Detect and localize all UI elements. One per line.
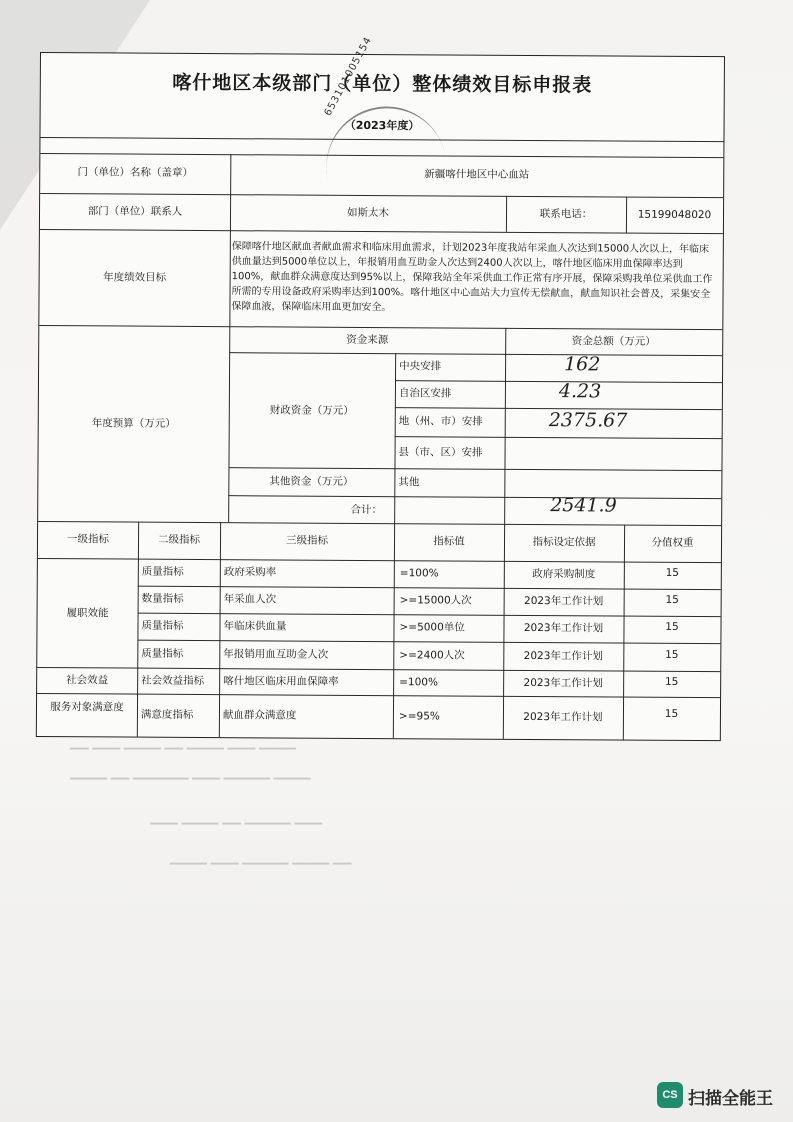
grid-line [219,522,221,737]
row6-level2: 满意度指标 [140,708,194,721]
row3-basis: 2023年工作计划 [523,621,604,635]
level1-satisfaction: 服务对象满意度 [50,701,124,714]
row4-value: >=2400人次 [399,649,465,662]
total-label: 合计： [350,503,382,517]
contact-value: 如斯太木 [346,206,390,220]
row6-value: >=95% [398,710,440,723]
header-level3: 三级指标 [285,534,329,547]
header-value: 指标值 [433,535,465,548]
budget-label: 年度预算（万元） [91,417,176,430]
region-amount: 4.23 [558,380,602,403]
row2-weight: 15 [665,593,679,606]
row4-basis: 2023年工作计划 [523,649,603,663]
grid-line [40,229,723,234]
row1-weight: 15 [665,566,680,579]
grid-line [40,193,723,198]
row5-level2: 社会效益指标 [141,674,205,688]
row5-weight: 15 [664,675,679,688]
grid-line [37,667,720,672]
grid-line [395,436,722,439]
row5-basis: 2023年工作计划 [523,676,603,690]
row5-value: =100% [399,676,439,689]
unit-name-label: 门（单位）名称（盖章） [77,166,194,179]
other-funds-label: 其他资金（万元） [269,475,354,488]
row2-value: >=15000人次 [399,594,472,607]
grid-line [138,586,721,591]
report-form [36,34,725,741]
row1-basis: 政府采购制度 [532,568,596,581]
grid-line [38,558,721,563]
total-header: 资金总额（万元） [571,335,656,348]
region-label: 自治区安排 [398,387,452,400]
camscanner-logo-icon: CS [657,1082,683,1108]
row6-weight: 15 [664,707,679,720]
row1-level3: 政府采购率 [223,566,277,579]
goal-text: 保障喀什地区献血者献血需求和临床用血需求，计划2023年度我站年采血人次达到15000人次以上，年临床供血量达到5000单位以上，年报销用血互助金人次达到2400人次以上，喀什地区临床用血保障率达到100%，献血群众满意度达到95%以上，保障我站全年采供血工作正常有序开展，保障采购我单位采供血工作所需的专用设备政府采购率达到100%。喀什地区中心血站大力宣传无偿献血，献血知识社会普及，采集安全保障血液，保障临床用血更加安全。 [231,241,713,314]
source-header: 资金来源 [346,333,389,347]
row4-level2: 质量指标 [141,647,184,660]
row1-value: =100% [399,567,439,580]
grid-line [228,467,721,471]
level1-performance: 履职效能 [66,607,109,620]
row3-level2: 质量指标 [141,619,184,632]
prefecture-label: 地（州、市）安排 [398,415,483,428]
row3-weight: 15 [665,620,679,633]
document-title: 喀什地区本级部门（单位）整体绩效目标申报表 [172,71,593,97]
bleed-through-text: ▔▔▔▔ ▔▔ ▔▔▔▔▔▔ ▔▔▔ ▔▔▔▔▔ ▔▔▔▔ [70,778,311,792]
goal-label: 年度绩效目标 [103,271,167,284]
grid-line [394,353,396,523]
bleed-through-text: ▔▔▔ ▔▔▔▔ ▔▔ ▔▔▔▔▔ ▔▔▔ [150,823,323,837]
bleed-through-text: ▔▔ ▔▔▔ ▔▔▔▔ ▔▔ ▔▔▔▔ ▔▔▔ ▔▔▔▔ [70,748,296,762]
row2-level2: 数量指标 [141,592,184,605]
header-basis: 指标设定依据 [532,536,596,549]
fiscal-label: 财政资金（万元） [269,404,354,417]
row4-level3: 年报销用血互助金人次 [223,648,329,661]
grid-line [39,325,722,330]
central-label: 中央安排 [399,360,442,373]
header-weight: 分值权重 [651,536,694,550]
row3-value: >=5000单位 [399,621,465,634]
grid-line [229,352,722,356]
row6-level3: 献血群众满意度 [222,709,297,722]
row6-basis: 2023年工作计划 [523,710,603,724]
row1-level2: 质量指标 [141,565,184,578]
camscanner-app-name: 扫描全能王 [688,1089,773,1109]
unit-name-value: 新疆喀什地区中心血站 [424,168,530,181]
grid-line [228,495,721,499]
phone-value: 15199048020 [637,208,712,222]
county-label: 县（市、区）安排 [398,446,483,459]
header-level2: 二级指标 [157,533,201,546]
contact-label: 部门（单位）联系人 [87,205,183,218]
grid-line [504,328,506,524]
camscanner-watermark [657,1079,789,1111]
central-amount: 162 [564,353,601,376]
header-level1: 一级指标 [66,533,110,546]
level1-social: 社会效益 [66,674,109,687]
document-year: （2023年度） [344,118,420,133]
seal-number: 653101005154 [322,34,375,118]
row2-level3: 年采血人次 [223,593,277,606]
prefecture-amount: 2375.67 [548,409,628,432]
grid-line [137,522,139,737]
grid-line [393,523,395,738]
grid-line [137,640,720,645]
row2-basis: 2023年工作计划 [523,594,604,608]
bleed-through-text: ▔▔▔▔ ▔▔▔ ▔▔▔▔▔ ▔▔▔▔ ▔▔ [170,863,352,877]
row4-weight: 15 [665,648,679,661]
grid-line [138,613,721,618]
grid-line [38,521,721,526]
row5-level3: 喀什地区临床用血保障率 [223,675,339,688]
row3-level3: 年临床供血量 [223,620,287,633]
total-amount: 2541.9 [550,494,617,517]
grid-line [37,693,720,698]
phone-label: 联系电话： [539,208,593,221]
other-funds-value: 其他 [398,476,420,489]
